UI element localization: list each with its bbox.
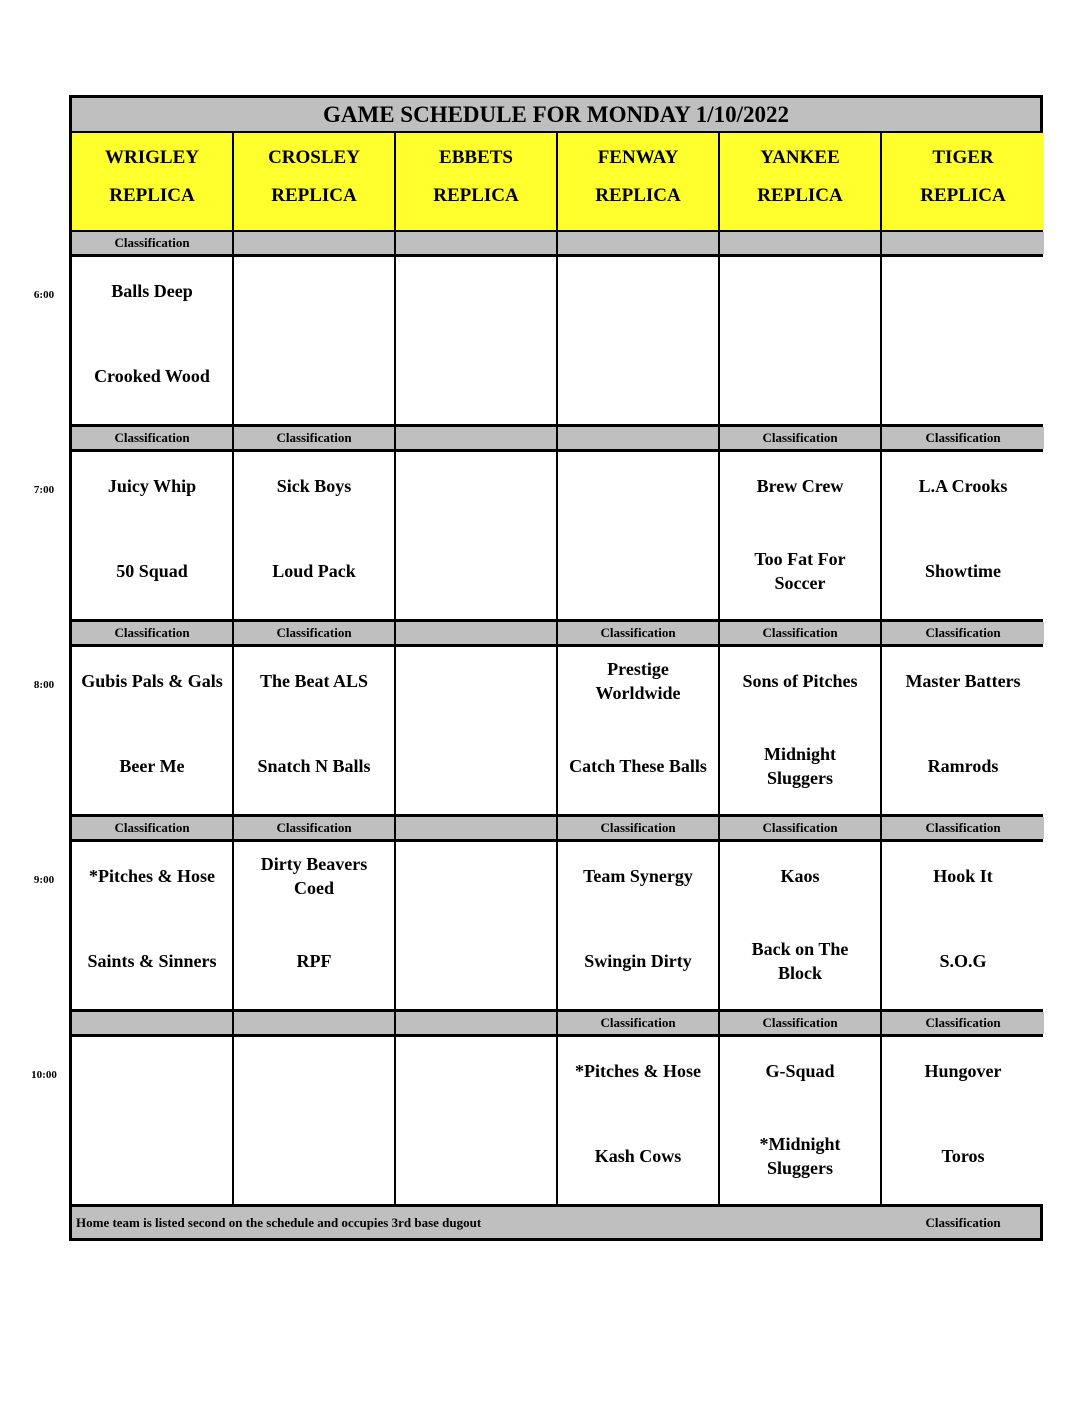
classification-label: Classification xyxy=(558,622,718,644)
classification-label: Classification xyxy=(234,622,394,644)
classification-label: Classification xyxy=(882,622,1044,644)
classification-label xyxy=(396,817,556,839)
away-team: Prestige Worldwide xyxy=(595,659,681,703)
classification-label xyxy=(72,1012,232,1034)
game-cell xyxy=(72,257,232,424)
time-label: 7:00 xyxy=(33,484,55,496)
classification-label: Classification xyxy=(720,1012,880,1034)
classification-label xyxy=(396,427,556,449)
classification-label: Classification xyxy=(882,1012,1044,1034)
away-team: L.A Crooks xyxy=(918,476,1008,496)
game-cell xyxy=(720,647,880,814)
venue-header-6 xyxy=(882,133,1044,230)
venue-name: CROSLEY xyxy=(268,147,360,168)
game-cell xyxy=(396,1037,556,1204)
away-team: Dirty Beavers Coed xyxy=(260,854,368,898)
classification-label: Classification xyxy=(558,817,718,839)
classification-label: Classification xyxy=(72,622,232,644)
classification-label xyxy=(558,232,718,254)
venue-subtitle: REPLICA xyxy=(920,185,1006,206)
game-cell xyxy=(396,842,556,1009)
home-team: Swingin Dirty xyxy=(584,951,692,971)
classification-label xyxy=(720,232,880,254)
classification-label: Classification xyxy=(720,427,880,449)
venue-header-3 xyxy=(396,133,556,230)
away-team: Sons of Pitches xyxy=(742,671,858,691)
classification-label: Classification xyxy=(72,427,232,449)
game-cell xyxy=(234,842,394,1009)
classification-label: Classification xyxy=(882,817,1044,839)
game-cell xyxy=(558,452,718,619)
footer-row xyxy=(72,1207,1040,1238)
venue-name: WRIGLEY xyxy=(105,147,199,168)
venue-subtitle: REPLICA xyxy=(757,185,843,206)
home-team: Snatch N Balls xyxy=(257,756,371,776)
game-cell xyxy=(72,647,232,814)
venue-header-1 xyxy=(72,133,232,230)
home-team: *Midnight Sluggers xyxy=(759,1134,841,1178)
venue-subtitle: REPLICA xyxy=(271,185,357,206)
game-cell xyxy=(558,1037,718,1204)
venue-name: EBBETS xyxy=(439,147,513,168)
home-team: S.O.G xyxy=(939,951,987,971)
game-cell xyxy=(558,842,718,1009)
classification-label: Classification xyxy=(925,1215,1001,1230)
game-cell xyxy=(882,452,1044,619)
classification-label: Classification xyxy=(720,817,880,839)
classification-label: Classification xyxy=(72,817,232,839)
home-team: RPF xyxy=(296,951,332,971)
classification-label xyxy=(396,1012,556,1034)
away-team: Hook It xyxy=(933,866,993,886)
venue-header-4 xyxy=(558,133,718,230)
classification-label: Classification xyxy=(720,622,880,644)
classification-label xyxy=(558,427,718,449)
away-team: Team Synergy xyxy=(583,866,693,886)
game-cell xyxy=(720,842,880,1009)
page-title: GAME SCHEDULE FOR MONDAY 1/10/2022 xyxy=(72,98,1040,131)
away-team: G-Squad xyxy=(765,1061,835,1081)
game-cell xyxy=(72,842,232,1009)
game-cell xyxy=(720,1037,880,1204)
game-cell xyxy=(234,1037,394,1204)
classification-label xyxy=(234,1012,394,1034)
venue-subtitle: REPLICA xyxy=(109,185,195,206)
away-team: Hungover xyxy=(924,1061,1002,1081)
venue-subtitle: REPLICA xyxy=(595,185,681,206)
home-team: Catch These Balls xyxy=(569,756,707,776)
time-label: 10:00 xyxy=(31,1069,57,1081)
classification-label xyxy=(396,622,556,644)
game-cell xyxy=(558,257,718,424)
classification-label xyxy=(234,232,394,254)
classification-label: Classification xyxy=(234,427,394,449)
time-label: 6:00 xyxy=(33,289,55,301)
game-cell xyxy=(72,452,232,619)
game-cell xyxy=(234,257,394,424)
venue-name: TIGER xyxy=(932,147,994,168)
away-team: *Pitches & Hose xyxy=(89,866,215,886)
home-team: Loud Pack xyxy=(272,561,356,581)
away-team: The Beat ALS xyxy=(259,671,369,691)
away-team: Gubis Pals & Gals xyxy=(81,671,223,691)
venue-name: FENWAY xyxy=(597,147,679,168)
venue-header-5 xyxy=(720,133,880,230)
game-cell xyxy=(882,1037,1044,1204)
game-cell xyxy=(558,647,718,814)
away-team: Juicy Whip xyxy=(107,476,197,496)
home-team: Saints & Sinners xyxy=(87,951,217,971)
classification-label xyxy=(882,232,1044,254)
classification-label: Classification xyxy=(234,817,394,839)
classification-label: Classification xyxy=(72,232,232,254)
home-team: Toros xyxy=(941,1146,985,1166)
game-cell xyxy=(72,1037,232,1204)
home-team: Back on The Block xyxy=(751,939,849,983)
venue-name: YANKEE xyxy=(760,147,840,168)
away-team: Balls Deep xyxy=(111,281,193,301)
game-cell xyxy=(882,842,1044,1009)
time-label: 8:00 xyxy=(33,679,55,691)
game-cell xyxy=(396,257,556,424)
home-team: Too Fat For Soccer xyxy=(754,549,846,593)
game-cell xyxy=(396,647,556,814)
home-team: Showtime xyxy=(925,561,1001,581)
game-cell xyxy=(720,257,880,424)
home-team: Beer Me xyxy=(119,756,185,776)
schedule-table xyxy=(69,95,1043,1241)
venue-header-2 xyxy=(234,133,394,230)
home-team: 50 Squad xyxy=(116,561,188,581)
classification-label xyxy=(396,232,556,254)
game-cell xyxy=(882,647,1044,814)
away-team: Kaos xyxy=(780,866,820,886)
game-cell xyxy=(720,452,880,619)
home-team: Crooked Wood xyxy=(94,366,210,386)
classification-label: Classification xyxy=(558,1012,718,1034)
game-cell xyxy=(396,452,556,619)
away-team: Brew Crew xyxy=(756,476,844,496)
home-team: Kash Cows xyxy=(594,1146,682,1166)
away-team: *Pitches & Hose xyxy=(575,1061,701,1081)
away-team: Master Batters xyxy=(905,671,1021,691)
home-team: Ramrods xyxy=(927,756,999,776)
home-team: Midnight Sluggers xyxy=(763,744,837,788)
away-team: Sick Boys xyxy=(276,476,352,496)
game-cell xyxy=(234,647,394,814)
venue-subtitle: REPLICA xyxy=(433,185,519,206)
footer-note: Home team is listed second on the schedule and occupies 3rd base dugout xyxy=(76,1215,482,1230)
game-cell xyxy=(882,257,1044,424)
time-label: 9:00 xyxy=(33,874,55,886)
game-cell xyxy=(234,452,394,619)
classification-label: Classification xyxy=(882,427,1044,449)
